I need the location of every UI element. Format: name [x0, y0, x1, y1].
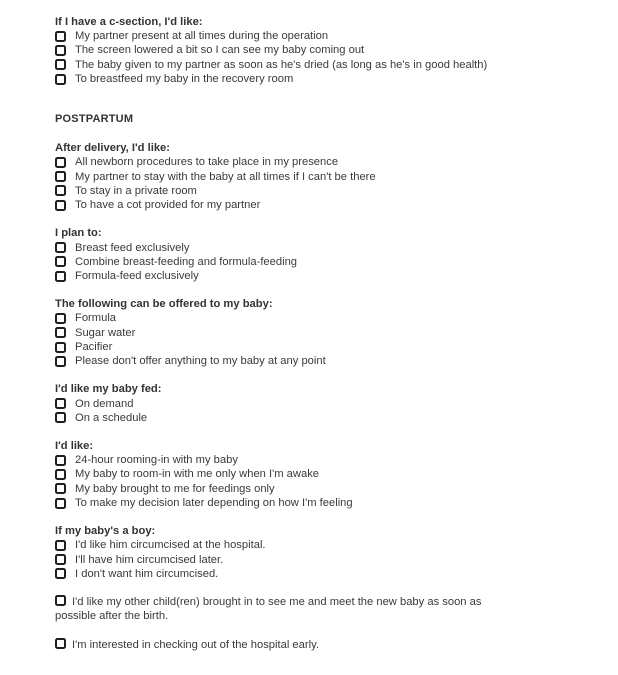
offered-heading: The following can be offered to my baby:: [55, 298, 273, 311]
option-label: I'll have him circumcised later.: [75, 553, 224, 566]
checkbox-icon[interactable]: [55, 200, 66, 211]
offered-option-pacifier[interactable]: [55, 340, 595, 354]
checkbox-icon[interactable]: [55, 74, 66, 85]
checkbox-icon[interactable]: [55, 498, 66, 509]
boy-option-none[interactable]: [55, 567, 595, 581]
option-label: Please don't offer anything to my baby at any point: [75, 355, 326, 368]
after-delivery-option-private-room[interactable]: [55, 184, 595, 198]
offered-option-sugar-water[interactable]: [55, 326, 595, 340]
postpartum-section-title: POSTPARTUM: [55, 113, 134, 126]
option-label: All newborn procedures to take place in my presence: [75, 156, 339, 169]
birth-plan-page: [55, 13, 595, 652]
checkbox-icon[interactable]: [55, 554, 66, 565]
early-checkout-option[interactable]: [55, 638, 595, 652]
rooming-group: [55, 439, 595, 510]
rooming-heading: I'd like:: [55, 440, 94, 453]
csection-option-breastfeed-recovery[interactable]: [55, 72, 595, 86]
fed-option-schedule[interactable]: [55, 411, 595, 425]
after-delivery-option-cot[interactable]: [55, 198, 595, 212]
plan-option-combine[interactable]: [55, 255, 595, 269]
option-label: To stay in a private room: [75, 184, 197, 197]
checkbox-icon[interactable]: [55, 45, 66, 56]
plan-option-breastfeed[interactable]: [55, 240, 595, 254]
fed-option-on-demand[interactable]: [55, 396, 595, 410]
checkbox-icon[interactable]: [55, 185, 66, 196]
option-label: I'd like him circumcised at the hospital.: [75, 539, 266, 552]
checkbox-icon[interactable]: [55, 469, 66, 480]
csection-option-screen-lowered[interactable]: [55, 43, 595, 57]
checkbox-icon[interactable]: [55, 595, 66, 606]
option-label: Pacifier: [75, 341, 113, 353]
checkbox-icon[interactable]: [55, 540, 66, 551]
option-label: Formula-feed exclusively: [75, 270, 199, 283]
checkbox-icon[interactable]: [55, 31, 66, 42]
option-label: Breast feed exclusively: [75, 241, 190, 254]
checkbox-icon[interactable]: [55, 327, 66, 338]
option-label: My partner present at all times during the operation: [75, 30, 329, 43]
csection-option-baby-to-partner[interactable]: [55, 58, 595, 72]
checkbox-icon[interactable]: [55, 638, 66, 649]
option-label: Sugar water: [75, 326, 136, 339]
option-label: On a schedule: [75, 411, 148, 424]
checkbox-icon[interactable]: [55, 313, 66, 324]
option-label: Formula: [75, 312, 117, 325]
rooming-option-decide-later[interactable]: [55, 496, 595, 510]
checkbox-icon[interactable]: [55, 157, 66, 168]
option-label: I'd like my other child(ren) brought in to see me and meet the new baby as soon as possible after the birth.: [55, 596, 482, 623]
boy-heading: If my baby's a boy:: [55, 525, 156, 538]
option-label: The baby given to my partner as soon as he's dried (as long as he's in good health): [75, 58, 488, 71]
plan-option-formula[interactable]: [55, 269, 595, 283]
rooming-option-24-hour[interactable]: [55, 453, 595, 467]
option-label: Combine breast-feeding and formula-feeding: [75, 255, 298, 268]
checkbox-icon[interactable]: [55, 398, 66, 409]
after-delivery-option-partner-stay[interactable]: [55, 169, 595, 183]
option-label: The screen lowered a bit so I can see my baby coming out: [75, 44, 365, 57]
option-label: On demand: [75, 397, 134, 410]
checkbox-icon[interactable]: [55, 568, 66, 579]
rooming-option-awake-only[interactable]: [55, 467, 595, 481]
checkbox-icon[interactable]: [55, 342, 66, 353]
checkbox-icon[interactable]: [55, 271, 66, 282]
offered-option-formula[interactable]: [55, 311, 595, 325]
plan-group: [55, 226, 595, 283]
option-label: I don't want him circumcised.: [75, 567, 219, 580]
csection-heading: If I have a c-section, I'd like:: [55, 16, 203, 28]
checkbox-icon[interactable]: [55, 483, 66, 494]
fed-heading: I'd like my baby fed:: [55, 383, 162, 396]
checkbox-icon[interactable]: [55, 171, 66, 182]
checkbox-icon[interactable]: [55, 412, 66, 423]
checkbox-icon[interactable]: [55, 455, 66, 466]
boy-option-later[interactable]: [55, 553, 595, 567]
checkbox-icon[interactable]: [55, 59, 66, 70]
boy-group: [55, 524, 595, 581]
after-delivery-group: [55, 141, 595, 212]
rooming-option-feedings-only[interactable]: [55, 482, 595, 496]
after-delivery-option-procedures[interactable]: [55, 155, 595, 169]
option-label: To breastfeed my baby in the recovery room: [75, 73, 294, 86]
option-label: My baby to room-in with me only when I'm awake: [75, 468, 320, 481]
option-label: My baby brought to me for feedings only: [75, 482, 275, 495]
csection-group: [55, 15, 595, 86]
offered-group: [55, 297, 595, 368]
option-label: My partner to stay with the baby at all times if I can't be there: [75, 170, 376, 183]
option-label: To make my decision later depending on how I'm feeling: [75, 497, 353, 510]
option-label: I'm interested in checking out of the hospital early.: [72, 638, 319, 651]
csection-option-partner-present[interactable]: [55, 29, 595, 43]
fed-group: [55, 382, 595, 425]
checkbox-icon[interactable]: [55, 256, 66, 267]
siblings-option[interactable]: [55, 595, 525, 624]
option-label: To have a cot provided for my partner: [75, 199, 261, 212]
option-label: 24-hour rooming-in with my baby: [75, 454, 238, 467]
boy-option-hospital[interactable]: [55, 538, 595, 552]
after-delivery-heading: After delivery, I'd like:: [55, 142, 170, 155]
checkbox-icon[interactable]: [55, 242, 66, 253]
checkbox-icon[interactable]: [55, 356, 66, 367]
plan-heading: I plan to:: [55, 227, 102, 240]
offered-option-nothing[interactable]: [55, 354, 595, 368]
